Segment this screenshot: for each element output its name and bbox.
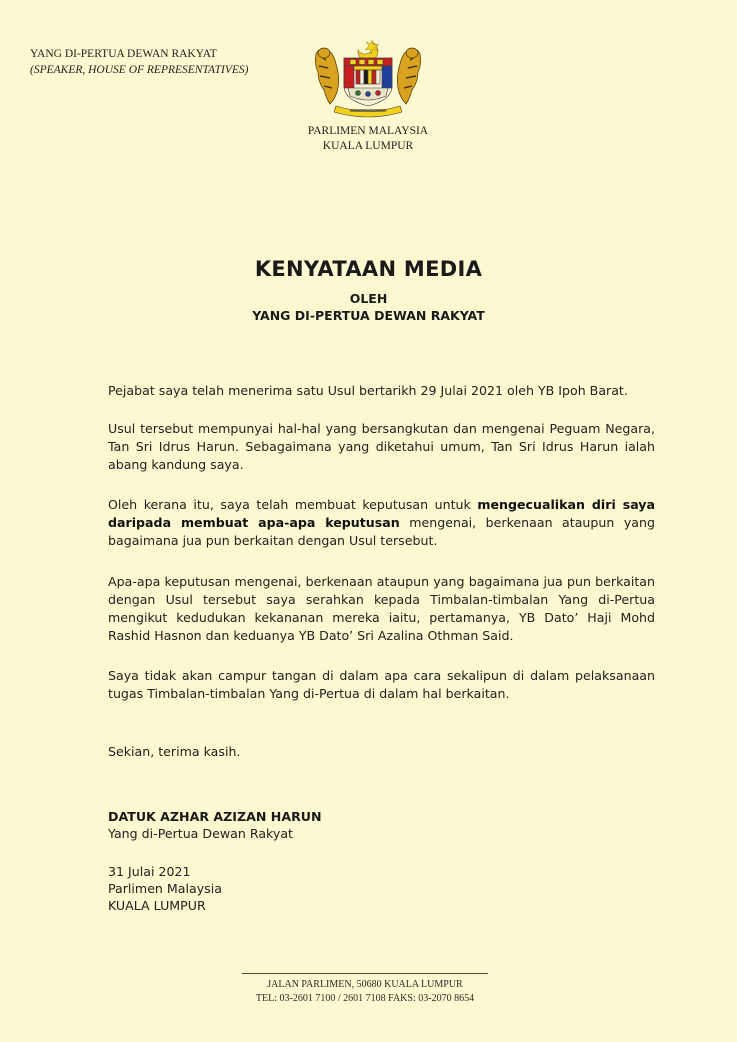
paragraph-3-tail: mengenai, berkenaan ataupun yang bagaimana jua pun berkaitan dengan Usul tersebut. <box>108 515 656 548</box>
paragraph-2: Usul tersebut mempunyai hal-hal yang bersangkutan dan mengenai Peguam Negara, Tan Sri Idrus Harun. Sebagaimana yang diketahui umum, Tan Sri Idrus Harun ialah abang kandung saya. <box>108 421 655 472</box>
signatory-name: DATUK AZHAR AZIZAN HARUN <box>108 809 322 824</box>
statement-subtitle-by: OLEH <box>349 291 388 306</box>
footer-contact <box>200 978 530 1006</box>
institution-header <box>268 124 468 154</box>
paragraph-5: Saya tidak akan campur tangan di dalam apa cara sekalipun di dalam pelaksanaan tugas Timbalan-timbalan Yang di-Pertua di dalam hal berkaitan. <box>108 668 655 701</box>
paragraph-3-lead: Oleh kerana itu, saya telah membuat keputusan untuk <box>108 497 478 512</box>
institution-city: KUALA LUMPUR <box>322 140 414 152</box>
statement-place: Parlimen Malaysia <box>108 881 222 896</box>
footer-divider <box>242 973 488 974</box>
footer-phone-fax: TEL: 03-2601 7100 / 2601 7108 FAKS: 03-2070 8654 <box>255 993 475 1004</box>
paragraph-3 <box>108 496 655 550</box>
footer-address: JALAN PARLIMEN, 50680 KUALA LUMPUR <box>267 979 463 990</box>
paragraph-1: Pejabat saya telah menerima satu Usul bertarikh 29 Julai 2021 oleh YB Ipoh Barat. <box>108 383 628 398</box>
office-header <box>30 46 248 78</box>
institution-name: PARLIMEN MALAYSIA <box>307 125 429 137</box>
office-title-english: (SPEAKER, HOUSE OF REPRESENTATIVES) <box>30 64 249 76</box>
malaysia-coat-of-arms-icon <box>306 36 430 120</box>
date-place-block <box>108 863 222 914</box>
statement-date: 31 Julai 2021 <box>108 864 191 879</box>
paragraph-4: Apa-apa keputusan mengenai, berkenaan ataupun yang bagaimana jua pun berkaitan dengan Usul tersebut saya serahkan kepada Timbalan-timbalan Yang di-Pertua mengikut kedudukan kekananan mereka iaitu, pertamanya, YB Dato’ Haji Mohd Rashid Hasnon dan keduanya YB Dato’ Sri Azalina Othman Said. <box>108 574 655 643</box>
statement-title: KENYATAAN MEDIA <box>254 257 483 281</box>
closing-line: Sekian, terima kasih. <box>108 744 241 759</box>
signatory-title: Yang di-Pertua Dewan Rakyat <box>108 826 293 841</box>
paragraph-3-emphasis: mengecualikan diri saya daripada membuat apa-apa keputusan <box>108 497 656 530</box>
statement-subtitle-author: YANG DI-PERTUA DEWAN RAKYAT <box>252 308 485 323</box>
office-title: YANG DI-PERTUA DEWAN RAKYAT <box>30 48 217 60</box>
statement-city: KUALA LUMPUR <box>108 898 206 913</box>
